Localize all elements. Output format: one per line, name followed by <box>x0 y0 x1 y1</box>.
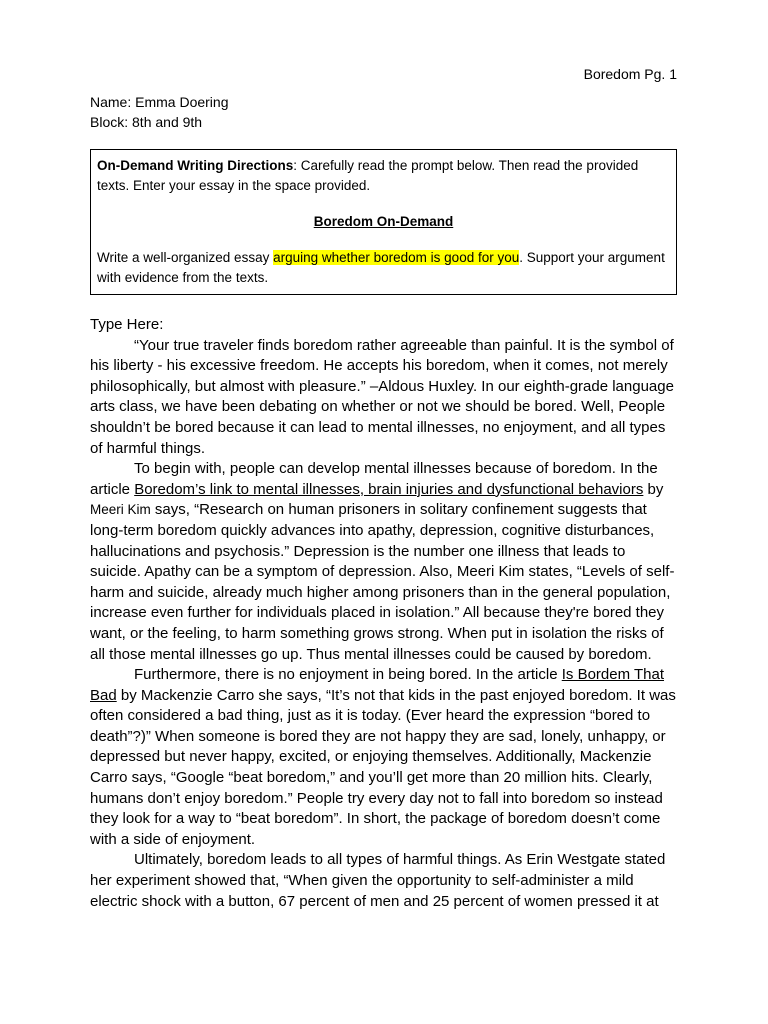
prompt-before: Write a well-organized essay <box>97 250 274 265</box>
article-title-link-2: Is Bordem That Bad <box>90 666 665 704</box>
prompt-title: Boredom On-Demand <box>313 214 454 229</box>
p2-text-b: by <box>643 480 664 498</box>
essay-body[interactable] <box>90 315 680 912</box>
directions-text <box>97 156 670 196</box>
article-title-link: Boredom’s link to mental illnesses, brain injuries and dysfunctional behaviors <box>134 480 644 498</box>
student-block: Block: 8th and 9th <box>90 114 203 130</box>
paragraph-1: “Your true traveler finds boredom rather agreeable than painful. It is the symbol of his liberty - his excessive freedom. He accepts his boredom, when it comes, not merely philosophically, but almost with pleasure.” –Aldous Huxley. In our eighth-grade language arts class, we have been debating on whether or not we should be bored. Well, People shouldn’t be bored because it can lead to mental illnesses, no enjoyment, and all types of harmful things. <box>90 336 674 457</box>
author-name: Meeri Kim <box>90 502 151 518</box>
directions-body: : Carefully read the prompt below. Then read the provided texts. Enter your essay in the space provided. <box>97 158 639 193</box>
type-here-label: Type Here: <box>90 316 164 333</box>
directions-box <box>90 149 677 295</box>
p3-text-a: Furthermore, there is no enjoyment in being bored. In the article <box>134 666 562 684</box>
prompt-after: . Support your argument with evidence from the texts. <box>97 250 665 285</box>
page-header: Boredom Pg. 1 <box>583 66 677 82</box>
directions-label: On-Demand Writing Directions <box>97 158 294 173</box>
student-name: Name: Emma Doering <box>90 94 229 110</box>
student-info <box>90 92 229 132</box>
prompt-highlight: arguing whether boredom is good for you <box>273 250 520 265</box>
p2-text-c: says, “Research on human prisoners in solitary confinement suggests that long-term boredom quickly advances into apathy, depression, cognitive disturbances, hallucinations and psychosis.” Depression is the number one illness that leads to suicide. Apathy can be a symptom of depression. Also, Meeri Kim states, “Levels of self-harm and suicide, already much higher among prisoners than in the general population, increase even further for individuals placed in isolation.” All because they're bored they want, or the feeling, to harm something grows strong. When put in isolation the risks of all those mental illnesses go up. Thus mental illnesses could be caused by boredom. <box>90 501 675 663</box>
paragraph-3 <box>90 665 680 850</box>
paragraph-4: Ultimately, boredom leads to all types of harmful things. As Erin Westgate stated her experiment showed that, “When given the opportunity to self-administer a mild electric shock with a button, 67 percent of men and 25 percent of women pressed it at <box>90 851 666 910</box>
prompt-text <box>97 248 670 288</box>
paragraph-2 <box>90 459 680 665</box>
p2-text-a: To begin with, people can develop mental illnesses because of boredom. In the article <box>90 460 658 498</box>
p3-text-b: by Mackenzie Carro she says, “It’s not that kids in the past enjoyed boredom. It was often considered a bad thing, just as it is today. (Ever heard the expression “bored to death”?)” When someone is bored they are not happy they are sad, lonely, unhappy, or depressed but never happy, excited, or enjoying themselves. Additionally, Mackenzie Carro says, “Google “beat boredom,” and you’ll get more than 20 million hits. Clearly, humans don’t enjoy boredom.” People try every day not to fall into boredom so instead they look for a way to “beat boredom”. In short, the package of boredom doesn’t come with a side of enjoyment. <box>90 686 676 848</box>
